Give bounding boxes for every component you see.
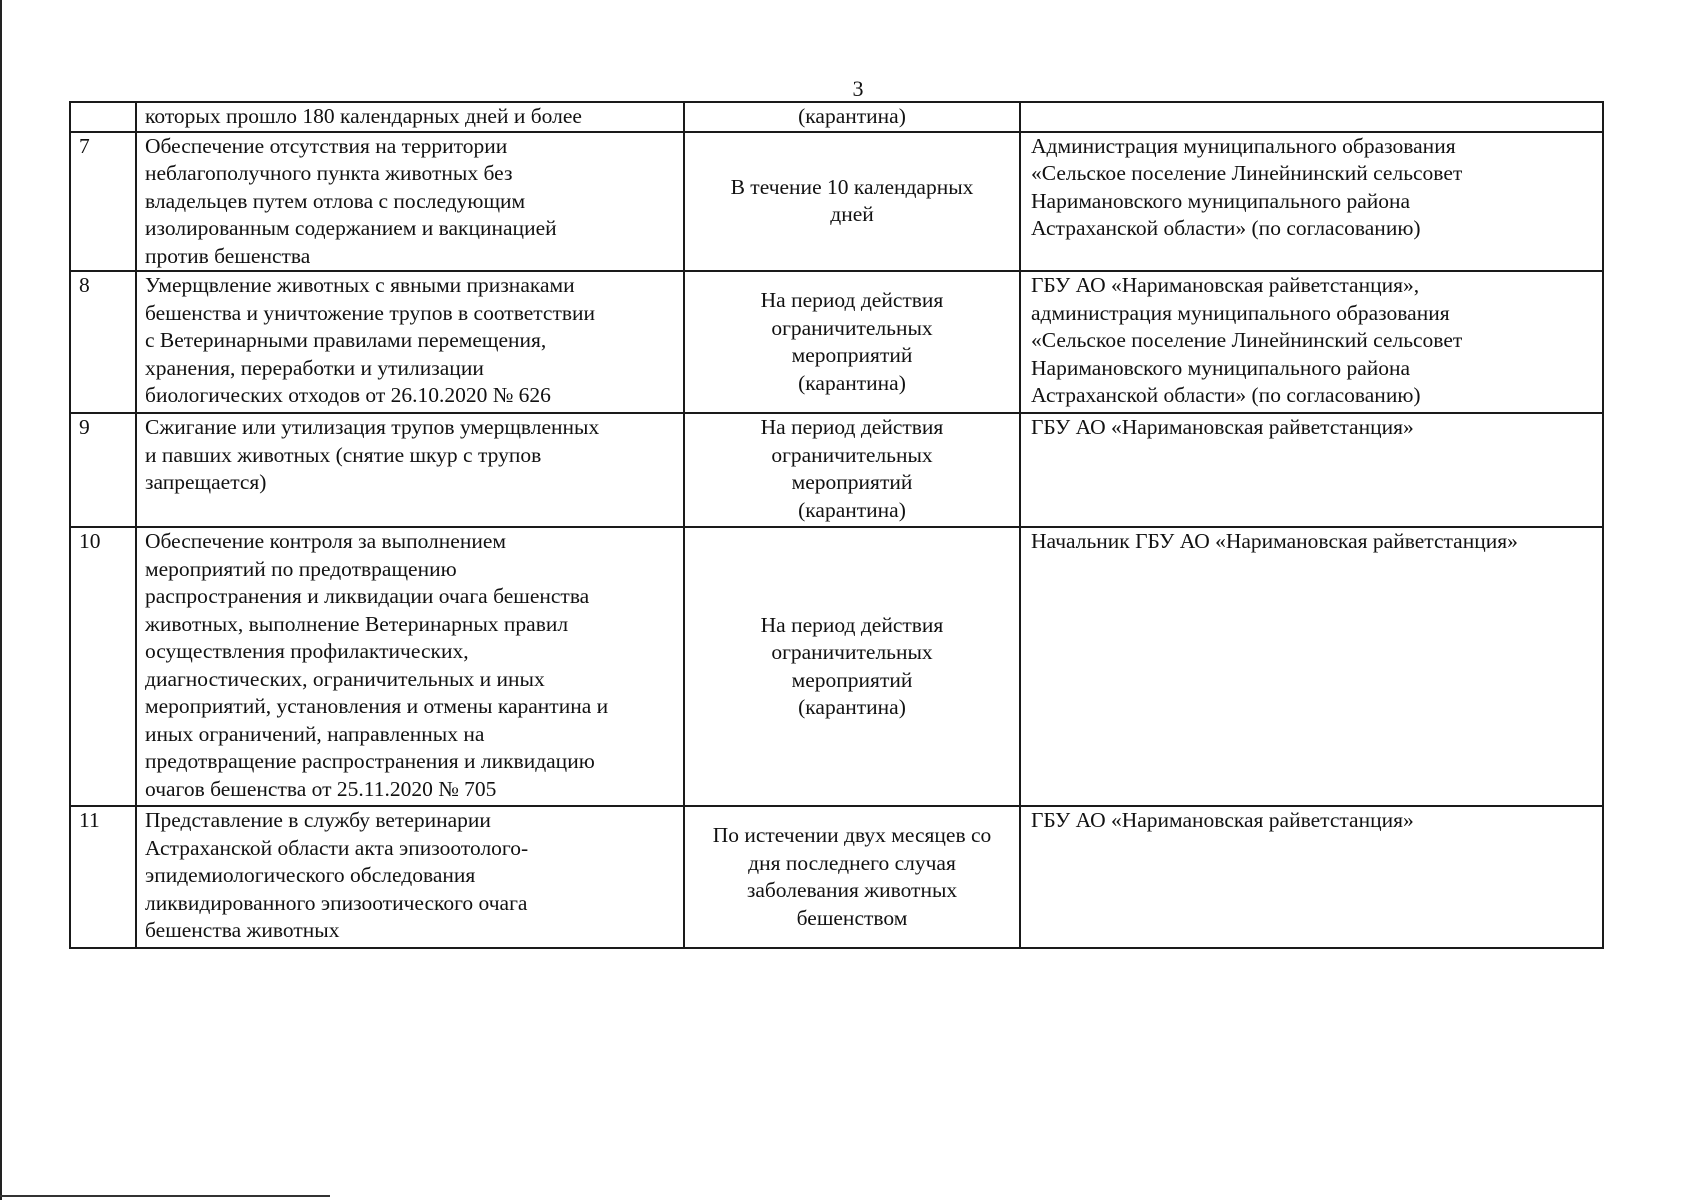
- period-line: мероприятий: [791, 343, 913, 367]
- action-line: которых прошло 180 календарных дней и более: [145, 104, 582, 128]
- period-line: дня последнего случая: [748, 850, 956, 875]
- responsible-cell: [1020, 102, 1603, 132]
- action-line: осуществления профилактических,: [145, 639, 469, 663]
- scan-edge-left: [0, 0, 2, 1200]
- measures-table: [69, 101, 1604, 949]
- responsible-line: Астраханской области» (по согласованию): [1031, 383, 1421, 407]
- action-line: неблагополучного пункта животных без: [145, 161, 513, 185]
- responsible-cell: [1020, 806, 1603, 948]
- period-line: бешенством: [796, 905, 908, 930]
- action-line: иных ограничений, направленных на: [145, 721, 485, 746]
- action-line: биологических отходов от 26.10.2020 № 626: [145, 383, 551, 407]
- page-number: 3: [852, 76, 864, 101]
- action-line: ликвидированного эпизоотического очага: [145, 890, 528, 915]
- responsible-line: «Сельское поселение Линейнинский сельсовет: [1031, 161, 1463, 185]
- period-cell: [684, 132, 1020, 272]
- responsible-line: администрация муниципального образования: [1031, 300, 1450, 325]
- row-number: 7: [70, 132, 136, 272]
- row-number: [70, 102, 136, 132]
- table-row: [70, 527, 1603, 806]
- table-row: [70, 102, 1603, 132]
- action-line: мероприятий, установления и отмены карантина и: [145, 694, 609, 718]
- table-row: [70, 413, 1603, 527]
- responsible-line: ГБУ АО «Наримановская райветстанция»: [1031, 415, 1414, 439]
- action-line: животных, выполнение Ветеринарных правил: [145, 611, 569, 636]
- period-line: ограничительных: [771, 315, 933, 340]
- row-number: 9: [70, 413, 136, 527]
- period-line: мероприятий: [791, 667, 913, 692]
- action-line: Сжигание или утилизация трупов умерщвленных: [145, 415, 600, 439]
- action-line: бешенства животных: [145, 918, 340, 942]
- period-cell: [684, 271, 1020, 413]
- table-row: [70, 132, 1603, 272]
- action-line: владельцев путем отлова с последующим: [145, 188, 526, 213]
- responsible-line: Администрация муниципального образования: [1031, 133, 1456, 158]
- action-line: очагов бешенства от 25.11.2020 № 705: [145, 776, 497, 801]
- row-number: 11: [70, 806, 136, 948]
- period-line: В течение 10 календарных: [730, 174, 974, 199]
- period-line: ограничительных: [771, 442, 933, 467]
- action-cell: [136, 527, 684, 806]
- action-cell: [136, 271, 684, 413]
- action-line: и павших животных (снятие шкур с трупов: [145, 442, 542, 467]
- period-line: (карантина): [798, 497, 906, 522]
- table-row: [70, 271, 1603, 413]
- action-line: изолированным содержанием и вакцинацией: [145, 216, 557, 240]
- period-line: ограничительных: [771, 640, 933, 664]
- row-number: 10: [70, 527, 136, 806]
- period-line: На период действия: [760, 415, 944, 439]
- action-line: Представление в службу ветеринарии: [145, 808, 491, 832]
- period-line: (карантина): [798, 370, 906, 395]
- period-line: На период действия: [760, 288, 944, 312]
- responsible-line: Начальник ГБУ АО «Наримановская райветстанция»: [1031, 529, 1518, 553]
- period-line: заболевания животных: [746, 878, 958, 902]
- action-line: с Ветеринарными правилами перемещения,: [145, 328, 547, 352]
- action-line: мероприятий по предотвращению: [145, 556, 457, 581]
- action-line: хранения, переработки и утилизации: [145, 355, 484, 380]
- responsible-line: Астраханской области» (по согласованию): [1031, 216, 1421, 240]
- period-cell: [684, 527, 1020, 806]
- action-cell: [136, 102, 684, 132]
- action-line: Умерщвление животных с явными признаками: [145, 273, 575, 297]
- responsible-line: ГБУ АО «Наримановская райветстанция»,: [1031, 273, 1420, 297]
- action-line: запрещается): [145, 470, 267, 494]
- action-line: предотвращение распространения и ликвидацию: [145, 749, 595, 773]
- period-line: По истечении двух месяцев со: [712, 823, 992, 847]
- responsible-cell: [1020, 271, 1603, 413]
- action-line: Астраханской области акта эпизоотолого-: [145, 835, 529, 860]
- action-line: Обеспечение контроля за выполнением: [145, 529, 506, 553]
- row-number: 8: [70, 271, 136, 413]
- period-line: мероприятий: [791, 470, 913, 494]
- action-line: Обеспечение отсутствия на территории: [145, 133, 508, 158]
- period-cell: [684, 102, 1020, 132]
- period-line: На период действия: [760, 612, 944, 637]
- action-line: эпидемиологического обследования: [145, 863, 476, 887]
- action-line: против бешенства: [145, 243, 311, 268]
- responsible-cell: [1020, 413, 1603, 527]
- responsible-cell: [1020, 527, 1603, 806]
- period-cell: [684, 806, 1020, 948]
- action-line: распространения и ликвидации очага бешенства: [145, 584, 590, 608]
- responsible-line: ГБУ АО «Наримановская райветстанция»: [1031, 808, 1414, 832]
- action-line: бешенства и уничтожение трупов в соответствии: [145, 300, 596, 325]
- period-line: (карантина): [798, 695, 906, 719]
- action-cell: [136, 132, 684, 272]
- period-cell: [684, 413, 1020, 527]
- period-line: (карантина): [798, 104, 906, 128]
- action-line: диагностических, ограничительных и иных: [145, 666, 545, 691]
- responsible-cell: [1020, 132, 1603, 272]
- scan-edge-bottom: [0, 1195, 330, 1197]
- responsible-line: Наримановского муниципального района: [1031, 188, 1411, 213]
- action-cell: [136, 806, 684, 948]
- responsible-line: «Сельское поселение Линейнинский сельсовет: [1031, 328, 1463, 352]
- responsible-line: Наримановского муниципального района: [1031, 355, 1411, 380]
- period-line: дней: [830, 202, 874, 227]
- table-row: [70, 806, 1603, 948]
- action-cell: [136, 413, 684, 527]
